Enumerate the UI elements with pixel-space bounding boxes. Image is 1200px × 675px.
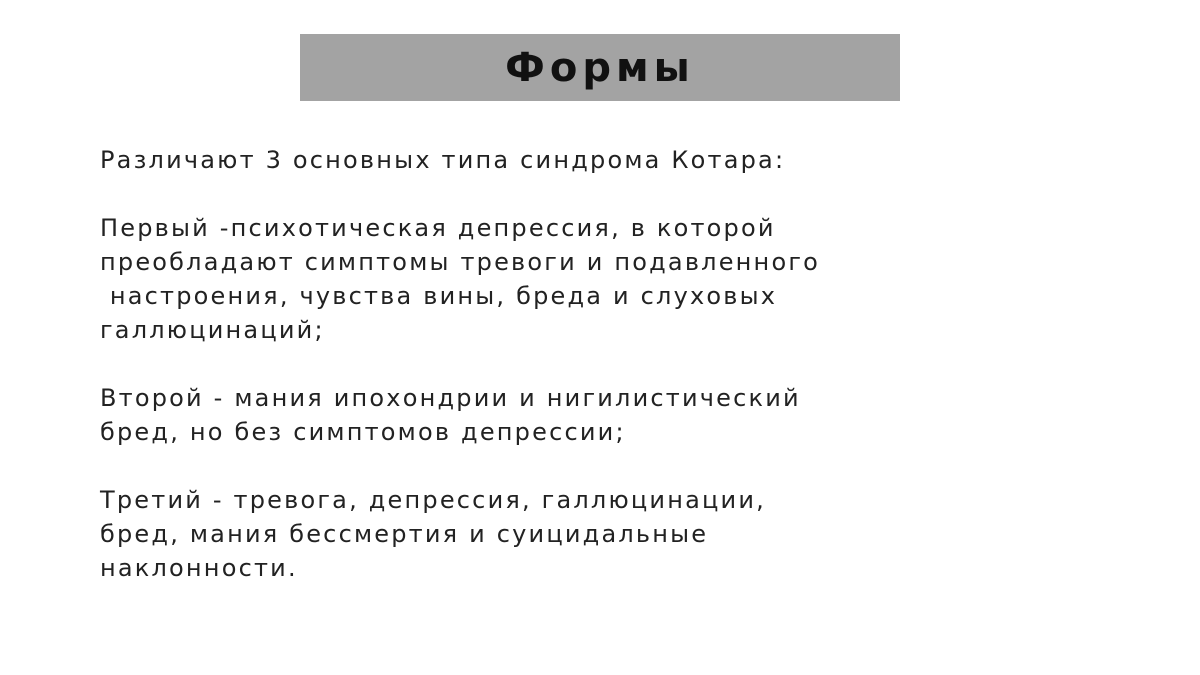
title-banner bbox=[300, 34, 900, 101]
text-line: Третий - тревога, депрессия, галлюцинации, bbox=[100, 486, 766, 514]
paragraph-second-type bbox=[100, 381, 1100, 449]
paragraph-first-type bbox=[100, 211, 1100, 347]
text-line: Второй - мания ипохондрии и нигилистический bbox=[100, 384, 801, 412]
text-line: бред, но без симптомов депрессии; bbox=[100, 418, 626, 446]
text-line: преобладают симптомы тревоги и подавленного bbox=[100, 248, 821, 276]
text-line: галлюцинаций; bbox=[100, 316, 325, 344]
text-line: наклонности. bbox=[100, 554, 298, 582]
paragraph-third-type bbox=[100, 483, 1100, 585]
text-line: бред, мания бессмертия и суицидальные bbox=[100, 520, 709, 548]
text-line: настроения, чувства вины, бреда и слуховых bbox=[100, 282, 778, 310]
slide-title: Формы bbox=[505, 44, 695, 91]
intro-line: Различают 3 основных типа синдрома Котара: bbox=[100, 146, 786, 174]
paragraph-gap bbox=[100, 449, 1100, 483]
paragraph-gap bbox=[100, 177, 1100, 211]
text-line: Первый -психотическая депрессия, в которой bbox=[100, 214, 776, 242]
paragraph-gap bbox=[100, 347, 1100, 381]
slide-body bbox=[100, 143, 1100, 585]
